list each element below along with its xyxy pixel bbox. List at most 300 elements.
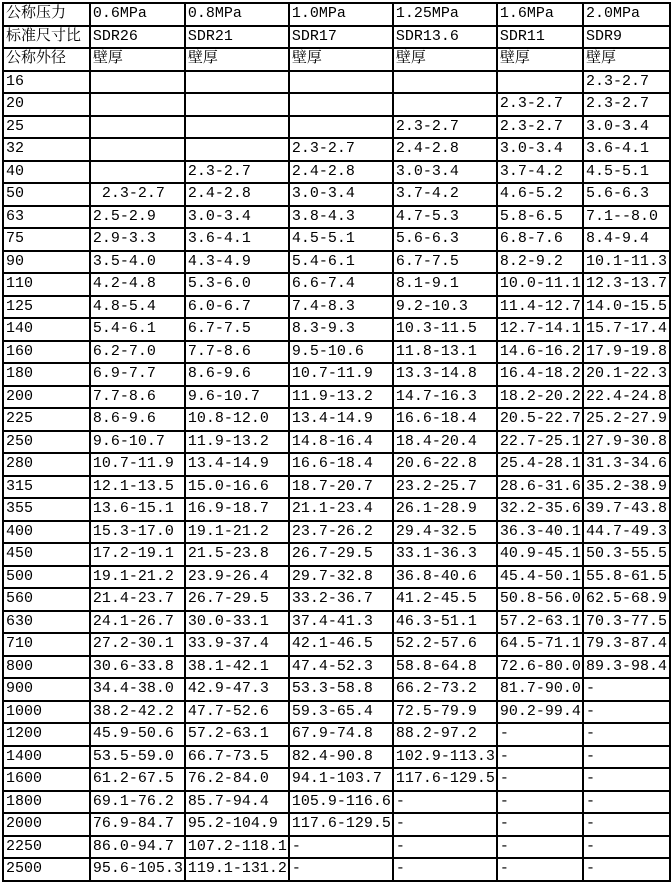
- thickness-cell: 32.2-35.6: [497, 498, 583, 521]
- thickness-cell: 105.9-116.6: [289, 791, 393, 814]
- thickness-cell: 3.7-4.2: [393, 183, 497, 206]
- table-row: [3, 431, 670, 454]
- diameter-label: 2000: [3, 813, 90, 836]
- diameter-label: 125: [3, 296, 90, 319]
- thickness-cell: 8.3-9.3: [289, 318, 393, 341]
- thickness-cell: 47.7-52.6: [185, 701, 289, 724]
- thickness-cell: 16.9-18.7: [185, 498, 289, 521]
- sdr-value: SDR26: [90, 26, 185, 49]
- diameter-label: 710: [3, 633, 90, 656]
- thickness-cell: 4.7-5.3: [393, 206, 497, 229]
- table-row: [3, 521, 670, 544]
- thickness-cell: [497, 71, 583, 94]
- thickness-cell: 6.7-7.5: [185, 318, 289, 341]
- thickness-cell: 9.5-10.6: [289, 341, 393, 364]
- thickness-cell: [185, 138, 289, 161]
- thickness-cell: 6.0-6.7: [185, 296, 289, 319]
- thickness-cell: 117.6-129.5: [289, 813, 393, 836]
- thickness-cell: 24.1-26.7: [90, 611, 185, 634]
- thickness-cell: 22.7-25.1: [497, 431, 583, 454]
- thickness-cell: 3.0-3.4: [185, 206, 289, 229]
- thickness-cell: 13.4-14.9: [289, 408, 393, 431]
- thickness-cell: 33.1-36.3: [393, 543, 497, 566]
- thickness-cell: 30.6-33.8: [90, 656, 185, 679]
- diameter-label: 140: [3, 318, 90, 341]
- thickness-cell: [90, 138, 185, 161]
- thickness-cell: 7.1--8.0: [583, 206, 670, 229]
- table-row: [3, 206, 670, 229]
- thickness-cell: 27.9-30.8: [583, 431, 670, 454]
- thickness-cell: 7.4-8.3: [289, 296, 393, 319]
- thickness-cell: 58.8-64.8: [393, 656, 497, 679]
- thickness-cell: 3.7-4.2: [497, 161, 583, 184]
- table-row: [3, 93, 670, 116]
- diameter-label: 630: [3, 611, 90, 634]
- diameter-label: 180: [3, 363, 90, 386]
- thickness-cell: 7.7-8.6: [185, 341, 289, 364]
- thickness-cell: 21.5-23.8: [185, 543, 289, 566]
- header-row: [3, 48, 670, 71]
- thickness-cell: 5.6-6.3: [393, 228, 497, 251]
- thickness-cell: 72.5-79.9: [393, 701, 497, 724]
- diameter-label: 560: [3, 588, 90, 611]
- thickness-cell: 90.2-99.4: [497, 701, 583, 724]
- pressure-value: 0.8MPa: [185, 3, 289, 26]
- table-row: [3, 318, 670, 341]
- thickness-cell: 2.9-3.3: [90, 228, 185, 251]
- thickness-cell: 6.8-7.6: [497, 228, 583, 251]
- thickness-cell: [185, 71, 289, 94]
- thickness-cell: 3.8-4.3: [289, 206, 393, 229]
- thickness-cell: 45.9-50.6: [90, 723, 185, 746]
- table-row: [3, 768, 670, 791]
- thickness-cell: -: [393, 858, 497, 881]
- thickness-cell: 12.3-13.7: [583, 273, 670, 296]
- thickness-cell: [289, 71, 393, 94]
- table-row: [3, 498, 670, 521]
- diameter-label: 400: [3, 521, 90, 544]
- table-row: [3, 138, 670, 161]
- thickness-cell: -: [583, 836, 670, 859]
- table-row: [3, 273, 670, 296]
- diameter-label: 1200: [3, 723, 90, 746]
- thickness-cell: 17.2-19.1: [90, 543, 185, 566]
- diameter-label: 500: [3, 566, 90, 589]
- thickness-cell: 6.7-7.5: [393, 251, 497, 274]
- thickness-cell: [393, 71, 497, 94]
- thickness-cell: 19.1-21.2: [90, 566, 185, 589]
- pressure-value: 1.25MPa: [393, 3, 497, 26]
- thickness-cell: 25.2-27.9: [583, 408, 670, 431]
- diameter-label: 1400: [3, 746, 90, 769]
- diameter-label: 450: [3, 543, 90, 566]
- thickness-cell: 11.8-13.1: [393, 341, 497, 364]
- thickness-cell: -: [583, 768, 670, 791]
- diameter-label: 63: [3, 206, 90, 229]
- thickness-cell: 64.5-71.1: [497, 633, 583, 656]
- thickness-cell: 10.0-11.1: [497, 273, 583, 296]
- thickness-cell: 38.2-42.2: [90, 701, 185, 724]
- table-row: [3, 296, 670, 319]
- thickness-cell: 14.6-16.2: [497, 341, 583, 364]
- thickness-cell: [185, 116, 289, 139]
- thickness-cell: 15.7-17.4: [583, 318, 670, 341]
- sdr-value: SDR21: [185, 26, 289, 49]
- thickness-cell: 21.4-23.7: [90, 588, 185, 611]
- thickness-cell: 26.7-29.5: [289, 543, 393, 566]
- thickness-cell: 4.5-5.1: [583, 161, 670, 184]
- thickness-cell: 3.5-4.0: [90, 251, 185, 274]
- thickness-cell: 8.1-9.1: [393, 273, 497, 296]
- thickness-cell: 53.3-58.8: [289, 678, 393, 701]
- table-body: [3, 3, 670, 881]
- diameter-label: 40: [3, 161, 90, 184]
- thickness-cell: 26.7-29.5: [185, 588, 289, 611]
- thickness-cell: 2.3-2.7: [497, 93, 583, 116]
- thickness-cell: 107.2-118.1: [185, 836, 289, 859]
- thickness-cell: 102.9-113.3: [393, 746, 497, 769]
- thickness-cell: 79.3-87.4: [583, 633, 670, 656]
- table-row: [3, 633, 670, 656]
- thickness-cell: [90, 71, 185, 94]
- thickness-cell: 119.1-131.2: [185, 858, 289, 881]
- thickness-cell: 14.0-15.5: [583, 296, 670, 319]
- thickness-cell: 61.2-67.5: [90, 768, 185, 791]
- thickness-cell: -: [497, 836, 583, 859]
- thickness-cell: 2.3-2.7: [583, 71, 670, 94]
- thickness-cell: 38.1-42.1: [185, 656, 289, 679]
- thickness-cell: 16.4-18.2: [497, 363, 583, 386]
- thickness-cell: 70.3-77.5: [583, 611, 670, 634]
- diameter-label: 225: [3, 408, 90, 431]
- thickness-cell: 20.5-22.7: [497, 408, 583, 431]
- thickness-cell: 95.6-105.3: [90, 858, 185, 881]
- thickness-cell: 13.3-14.8: [393, 363, 497, 386]
- thickness-cell: 53.5-59.0: [90, 746, 185, 769]
- table-row: [3, 566, 670, 589]
- thickness-cell: 22.4-24.8: [583, 386, 670, 409]
- thickness-cell: 66.2-73.2: [393, 678, 497, 701]
- thickness-cell: 18.7-20.7: [289, 476, 393, 499]
- header-row: [3, 26, 670, 49]
- table-row: [3, 836, 670, 859]
- thickness-cell: 13.6-15.1: [90, 498, 185, 521]
- thickness-cell: 8.6-9.6: [185, 363, 289, 386]
- thickness-cell: 5.4-6.1: [289, 251, 393, 274]
- diameter-label: 75: [3, 228, 90, 251]
- pressure-value: 1.0MPa: [289, 3, 393, 26]
- table-row: [3, 161, 670, 184]
- diameter-label: 160: [3, 341, 90, 364]
- thickness-cell: 20.1-22.3: [583, 363, 670, 386]
- thickness-cell: [90, 93, 185, 116]
- thickness-cell: -: [497, 746, 583, 769]
- thickness-cell: 31.3-34.6: [583, 453, 670, 476]
- diameter-label: 315: [3, 476, 90, 499]
- table-row: [3, 588, 670, 611]
- thickness-cell: 67.9-74.8: [289, 723, 393, 746]
- thickness-cell: [289, 93, 393, 116]
- thickness-cell: 57.2-63.1: [185, 723, 289, 746]
- thickness-cell: -: [583, 813, 670, 836]
- thickness-cell: 2.3-2.7: [583, 93, 670, 116]
- thickness-cell: 36.3-40.1: [497, 521, 583, 544]
- thickness-cell: 3.6-4.1: [583, 138, 670, 161]
- table-row: [3, 228, 670, 251]
- thickness-cell: 4.5-5.1: [289, 228, 393, 251]
- thickness-cell: 5.3-6.0: [185, 273, 289, 296]
- thickness-cell: 11.9-13.2: [185, 431, 289, 454]
- table-row: [3, 813, 670, 836]
- thickness-cell: -: [393, 813, 497, 836]
- thickness-cell: 88.2-97.2: [393, 723, 497, 746]
- thickness-cell: 12.1-13.5: [90, 476, 185, 499]
- thickness-cell: 4.3-4.9: [185, 251, 289, 274]
- thickness-cell: 3.6-4.1: [185, 228, 289, 251]
- thickness-cell: 10.1-11.3: [583, 251, 670, 274]
- thickness-cell: 3.0-3.4: [583, 116, 670, 139]
- thickness-cell: 4.6-5.2: [497, 183, 583, 206]
- thickness-cell: 44.7-49.3: [583, 521, 670, 544]
- thickness-cell: 2.4-2.8: [185, 183, 289, 206]
- thickness-cell: 2.3-2.7: [185, 161, 289, 184]
- thickness-cell: 42.9-47.3: [185, 678, 289, 701]
- thickness-cell: -: [497, 723, 583, 746]
- thickness-cell: 42.1-46.5: [289, 633, 393, 656]
- diameter-label: 280: [3, 453, 90, 476]
- diameter-label: 800: [3, 656, 90, 679]
- thickness-cell: 15.3-17.0: [90, 521, 185, 544]
- table-row: [3, 791, 670, 814]
- thickness-cell: 94.1-103.7: [289, 768, 393, 791]
- sdr-value: SDR9: [583, 26, 670, 49]
- thickness-cell: 85.7-94.4: [185, 791, 289, 814]
- thickness-cell: 20.6-22.8: [393, 453, 497, 476]
- thickness-cell: 72.6-80.0: [497, 656, 583, 679]
- diameter-label: 110: [3, 273, 90, 296]
- thickness-cell: 21.1-23.4: [289, 498, 393, 521]
- thickness-cell: 33.9-37.4: [185, 633, 289, 656]
- sdr-value: SDR11: [497, 26, 583, 49]
- table-row: [3, 476, 670, 499]
- thickness-cell: -: [583, 701, 670, 724]
- thickness-cell: 29.4-32.5: [393, 521, 497, 544]
- thickness-cell: 8.2-9.2: [497, 251, 583, 274]
- table-row: [3, 386, 670, 409]
- thickness-cell: 7.7-8.6: [90, 386, 185, 409]
- table-row: [3, 183, 670, 206]
- thickness-cell: -: [393, 836, 497, 859]
- wall-thickness-label: 壁厚: [393, 48, 497, 71]
- thickness-cell: 82.4-90.8: [289, 746, 393, 769]
- thickness-cell: 69.1-76.2: [90, 791, 185, 814]
- pressure-value: 0.6MPa: [90, 3, 185, 26]
- diameter-label: 2250: [3, 836, 90, 859]
- wall-thickness-label: 壁厚: [185, 48, 289, 71]
- thickness-cell: 10.7-11.9: [289, 363, 393, 386]
- diameter-label: 250: [3, 431, 90, 454]
- wall-thickness-label: 壁厚: [583, 48, 670, 71]
- wall-thickness-label: 壁厚: [90, 48, 185, 71]
- diameter-label: 20: [3, 93, 90, 116]
- thickness-cell: 35.2-38.9: [583, 476, 670, 499]
- header-row: [3, 3, 670, 26]
- thickness-cell: -: [583, 791, 670, 814]
- thickness-cell: -: [583, 858, 670, 881]
- diameter-label: 355: [3, 498, 90, 521]
- thickness-cell: -: [393, 791, 497, 814]
- thickness-cell: 45.4-50.1: [497, 566, 583, 589]
- diameter-label: 200: [3, 386, 90, 409]
- thickness-cell: 13.4-14.9: [185, 453, 289, 476]
- thickness-cell: 66.7-73.5: [185, 746, 289, 769]
- thickness-cell: 52.2-57.6: [393, 633, 497, 656]
- thickness-cell: 39.7-43.8: [583, 498, 670, 521]
- wall-thickness-label: 壁厚: [289, 48, 393, 71]
- thickness-cell: 95.2-104.9: [185, 813, 289, 836]
- thickness-cell: 23.2-25.7: [393, 476, 497, 499]
- diameter-label: 25: [3, 116, 90, 139]
- thickness-cell: 76.9-84.7: [90, 813, 185, 836]
- thickness-cell: 34.4-38.0: [90, 678, 185, 701]
- diameter-label: 1000: [3, 701, 90, 724]
- thickness-cell: 23.9-26.4: [185, 566, 289, 589]
- thickness-cell: 55.8-61.5: [583, 566, 670, 589]
- thickness-cell: 15.0-16.6: [185, 476, 289, 499]
- header-nominal-pressure: 公称压力: [3, 3, 90, 26]
- thickness-cell: 4.2-4.8: [90, 273, 185, 296]
- thickness-cell: 117.6-129.5: [393, 768, 497, 791]
- thickness-cell: 8.4-9.4: [583, 228, 670, 251]
- diameter-label: 900: [3, 678, 90, 701]
- thickness-cell: 4.8-5.4: [90, 296, 185, 319]
- thickness-cell: 29.7-32.8: [289, 566, 393, 589]
- header-sdr-ratio: 标准尺寸比: [3, 26, 90, 49]
- thickness-cell: 12.7-14.1: [497, 318, 583, 341]
- thickness-cell: 9.6-10.7: [90, 431, 185, 454]
- thickness-cell: 11.4-12.7: [497, 296, 583, 319]
- thickness-cell: 81.7-90.0: [497, 678, 583, 701]
- thickness-cell: 2.3-2.7: [90, 183, 185, 206]
- diameter-label: 1800: [3, 791, 90, 814]
- thickness-cell: -: [497, 768, 583, 791]
- diameter-label: 50: [3, 183, 90, 206]
- thickness-cell: 41.2-45.5: [393, 588, 497, 611]
- thickness-cell: 14.7-16.3: [393, 386, 497, 409]
- sdr-value: SDR17: [289, 26, 393, 49]
- thickness-cell: [393, 93, 497, 116]
- thickness-cell: [289, 116, 393, 139]
- thickness-cell: 6.9-7.7: [90, 363, 185, 386]
- thickness-cell: 5.6-6.3: [583, 183, 670, 206]
- table-row: [3, 116, 670, 139]
- thickness-cell: 9.6-10.7: [185, 386, 289, 409]
- thickness-cell: 40.9-45.1: [497, 543, 583, 566]
- pressure-value: 1.6MPa: [497, 3, 583, 26]
- thickness-cell: 3.0-3.4: [393, 161, 497, 184]
- thickness-cell: 10.8-12.0: [185, 408, 289, 431]
- thickness-cell: 8.6-9.6: [90, 408, 185, 431]
- diameter-label: 90: [3, 251, 90, 274]
- header-outer-diameter: 公称外径: [3, 48, 90, 71]
- thickness-cell: 2.5-2.9: [90, 206, 185, 229]
- table-row: [3, 858, 670, 881]
- thickness-cell: 10.3-11.5: [393, 318, 497, 341]
- thickness-cell: 14.8-16.4: [289, 431, 393, 454]
- thickness-cell: -: [289, 836, 393, 859]
- thickness-cell: 2.3-2.7: [289, 138, 393, 161]
- thickness-cell: 17.9-19.8: [583, 341, 670, 364]
- thickness-cell: 57.2-63.1: [497, 611, 583, 634]
- thickness-cell: 2.4-2.8: [289, 161, 393, 184]
- thickness-cell: 3.0-3.4: [289, 183, 393, 206]
- table-row: [3, 678, 670, 701]
- thickness-cell: 9.2-10.3: [393, 296, 497, 319]
- thickness-cell: 46.3-51.1: [393, 611, 497, 634]
- table-row: [3, 71, 670, 94]
- thickness-cell: 18.2-20.2: [497, 386, 583, 409]
- thickness-cell: 2.4-2.8: [393, 138, 497, 161]
- pipe-wall-thickness-table: [2, 2, 671, 882]
- thickness-cell: 23.7-26.2: [289, 521, 393, 544]
- table-row: [3, 408, 670, 431]
- thickness-cell: 16.6-18.4: [393, 408, 497, 431]
- thickness-cell: 26.1-28.9: [393, 498, 497, 521]
- thickness-cell: -: [289, 858, 393, 881]
- thickness-cell: 30.0-33.1: [185, 611, 289, 634]
- diameter-label: 32: [3, 138, 90, 161]
- thickness-cell: 50.8-56.0: [497, 588, 583, 611]
- thickness-cell: 6.2-7.0: [90, 341, 185, 364]
- diameter-label: 1600: [3, 768, 90, 791]
- thickness-cell: 11.9-13.2: [289, 386, 393, 409]
- thickness-cell: 5.4-6.1: [90, 318, 185, 341]
- thickness-cell: [90, 116, 185, 139]
- thickness-cell: 27.2-30.1: [90, 633, 185, 656]
- thickness-cell: 2.3-2.7: [497, 116, 583, 139]
- thickness-cell: 47.4-52.3: [289, 656, 393, 679]
- thickness-cell: 50.3-55.5: [583, 543, 670, 566]
- thickness-cell: [90, 161, 185, 184]
- thickness-cell: 37.4-41.3: [289, 611, 393, 634]
- table-row: [3, 656, 670, 679]
- thickness-cell: 18.4-20.4: [393, 431, 497, 454]
- thickness-cell: 76.2-84.0: [185, 768, 289, 791]
- table-row: [3, 723, 670, 746]
- thickness-cell: 5.8-6.5: [497, 206, 583, 229]
- thickness-cell: 86.0-94.7: [90, 836, 185, 859]
- table-row: [3, 341, 670, 364]
- wall-thickness-label: 壁厚: [497, 48, 583, 71]
- thickness-cell: 36.8-40.6: [393, 566, 497, 589]
- thickness-cell: 16.6-18.4: [289, 453, 393, 476]
- thickness-cell: 19.1-21.2: [185, 521, 289, 544]
- thickness-cell: 2.3-2.7: [393, 116, 497, 139]
- pressure-value: 2.0MPa: [583, 3, 670, 26]
- thickness-cell: [185, 93, 289, 116]
- thickness-cell: 33.2-36.7: [289, 588, 393, 611]
- thickness-cell: -: [497, 813, 583, 836]
- table-row: [3, 543, 670, 566]
- thickness-cell: 89.3-98.4: [583, 656, 670, 679]
- thickness-cell: 62.5-68.9: [583, 588, 670, 611]
- thickness-cell: 3.0-3.4: [497, 138, 583, 161]
- table-row: [3, 453, 670, 476]
- thickness-cell: 59.3-65.4: [289, 701, 393, 724]
- thickness-cell: -: [583, 723, 670, 746]
- table-row: [3, 746, 670, 769]
- table-row: [3, 251, 670, 274]
